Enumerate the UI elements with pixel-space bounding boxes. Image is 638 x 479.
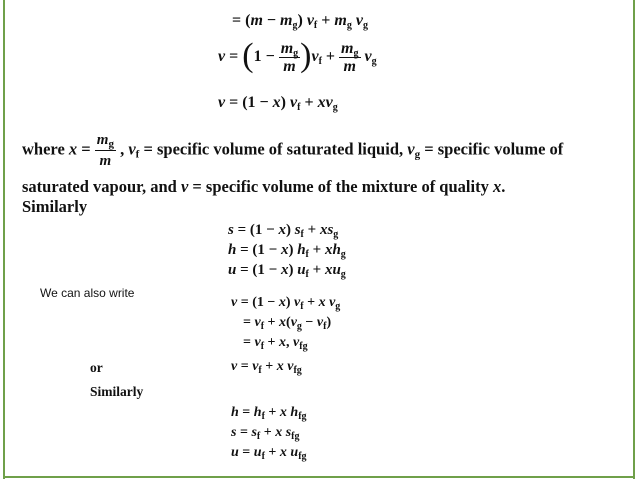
- equation-enthalpy-final: $h = h_f + x$ $h_{fg}$: [231, 405, 307, 422]
- equation-mass-fraction: v = (1 − $\frac{m_g}{m}$ )$v_f$ + $\frac{m_g}{m}$ $v_g$: [218, 36, 377, 75]
- alternate-form-line-2: = $v_f + x(v_g - v_f)$: [243, 315, 332, 332]
- equation-enthalpy-quality: h = (1 − x) $h_f + xh_g$: [228, 242, 346, 260]
- equation-energy-final: $u = u_f + x$ $u_{fg}$: [231, 445, 307, 462]
- definition-line-1: where x = $\frac{m_g}{m}$ , $v_f$ = specific volume of saturated liquid, $v_g$ = specific volume of: [22, 132, 564, 169]
- definition-line-2: saturated vapour, and v = specific volume of the mixture of quality x.: [22, 177, 506, 196]
- similarly-heading: Similarly: [22, 197, 88, 216]
- also-write-note: We can also write: [40, 286, 135, 300]
- equation-or-form: $v = v_f + x$ $v_{fg}$: [231, 359, 302, 376]
- equation-energy-quality: u = (1 − x) $u_f + xu_g$: [228, 262, 346, 280]
- equation-quality-volume: v = (1 − x) $v_f + xv_g$: [218, 94, 338, 113]
- alternate-form-line-3: = $v_f + x$, $v_{fg}$: [243, 335, 308, 352]
- equation-expansion: = $(m - m_g)$ $v_f + m_g$ $v_g$: [232, 12, 368, 31]
- left-border-line: [3, 0, 5, 479]
- similarly-label: Similarly: [90, 384, 144, 399]
- equation-entropy-quality: s = (1 − x) $s_f + xs_g$: [228, 222, 339, 240]
- alternate-form-line-1: v = (1 − x) $v_f + x$ $v_g$: [231, 295, 341, 312]
- equation-entropy-final: $s = s_f + x$ $s_{fg}$: [231, 425, 300, 442]
- right-border-line: [633, 0, 635, 479]
- bottom-border-line: [3, 476, 635, 478]
- or-label: or: [90, 360, 103, 375]
